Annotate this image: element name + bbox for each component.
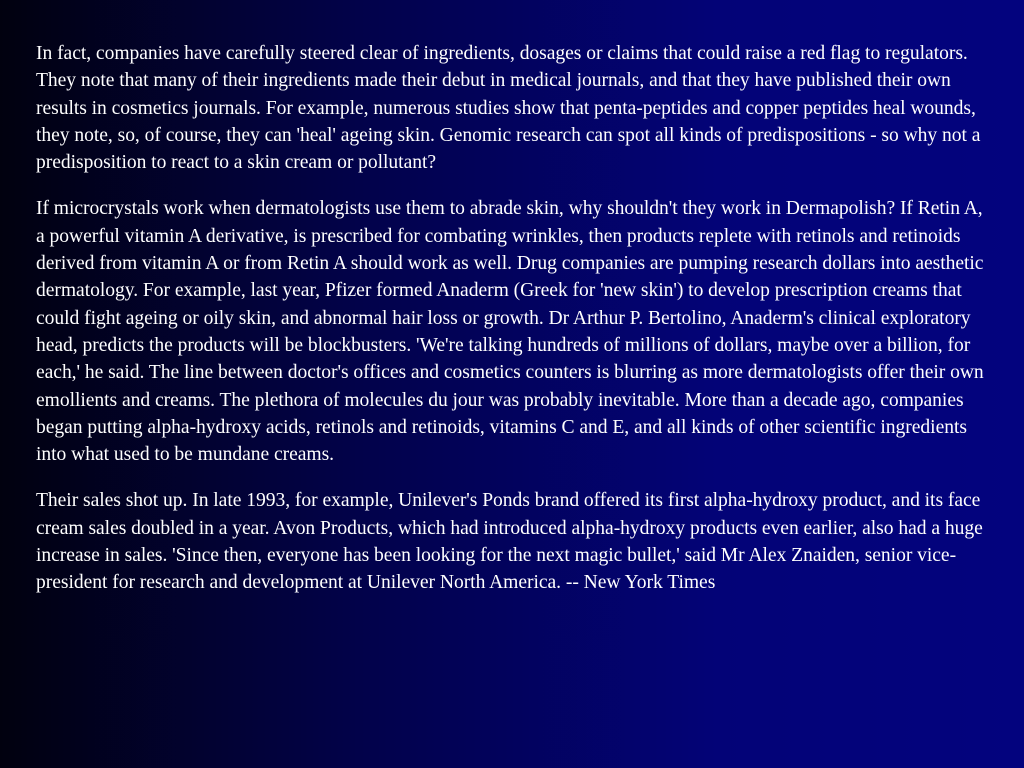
paragraph-ingredients-regulators: In fact, companies have carefully steered clear of ingredients, dosages or claims that could raise a red flag to regulators. They note that many of their ingredients made their debut in medical journals, and that they have published their own results in cosmetics journals. For example, numerous studies show that penta-peptides and copper peptides heal wounds, they note, so, of course, they can 'heal' ageing skin. Genomic research can spot all kinds of predispositions - so why not a predisposition to react to a skin cream or pollutant? bbox=[36, 43, 981, 174]
slide-text-body bbox=[36, 40, 996, 616]
paragraph-sales-new-york-times: Their sales shot up. In late 1993, for example, Unilever's Ponds brand offered its first alpha-hydroxy product, and its face cream sales doubled in a year. Avon Products, which had introduced alpha-hydroxy products even earlier, also had a huge increase in sales. 'Since then, everyone has been looking for the next magic bullet,' said Mr Alex Znaiden, senior vice-president for research and development at Unilever North America. -- New York Times bbox=[36, 490, 983, 594]
paragraph-microcrystals-dermatology: If microcrystals work when dermatologists use them to abrade skin, why shouldn't they work in Dermapolish? If Retin A, a powerful vitamin A derivative, is prescribed for combating wrinkles, then products replete with retinols and retinoids derived from vitamin A or from Retin A should work as well. Drug companies are pumping research dollars into aesthetic dermatology. For example, last year, Pfizer formed Anaderm (Greek for 'new skin') to develop prescription creams that could fight ageing or oily skin, and abnormal hair loss or growth. Dr Arthur P. Bertolino, Anaderm's clinical exploratory head, predicts the products will be blockbusters. 'We're talking hundreds of millions of dollars, maybe over a billion, for each,' he said. The line between doctor's offices and cosmetics counters is blurring as more dermatologists offer their own emollients and creams. The plethora of molecules du jour was probably inevitable. More than a decade ago, companies began putting alpha-hydroxy acids, retinols and retinoids, vitamins C and E, and all kinds of other scientific ingredients into what used to be mundane creams. bbox=[36, 198, 984, 466]
